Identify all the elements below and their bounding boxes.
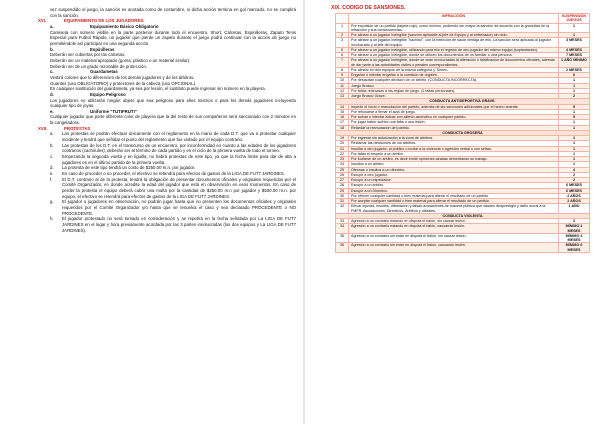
row-number: 32 <box>336 204 349 214</box>
list-item <box>38 177 296 200</box>
paragraph-text: En cualquier sustitución del guardameta, ya sea por lesión, el sustituto puede ingresar sin número en la playera. <box>50 86 266 92</box>
paragraph-text: Los jugadores no utilizarán ningún objeto que sea peligroso para ellos mismos o para los demás jugadores incluyendo cualquier tipo de joyas. <box>50 97 296 109</box>
row-infraction: Por alinear a un jugador inelegible "cachirul", con la intención de sacar ventaja de ello. La sanción será aplicada al jugador involucrado y al jefe del equipo. <box>349 38 559 48</box>
row-suspension: 2 MESES <box>559 67 590 72</box>
paragraph-text: Cualquier jugador que porte diferente color de playera que la del resto de sus compañeros será sancionado con 2 minutos en la congeladora. <box>50 114 296 126</box>
row-number: 24 <box>336 162 349 167</box>
item-letter: c. <box>50 69 54 75</box>
row-suspension: 6 <box>559 73 590 78</box>
row-infraction: Por alinear a un jugador inelegible (sanción aplicable al jefe de Equipo y al entrenador) sin dolo. <box>349 33 559 38</box>
row-infraction: Insultos a un árbitro. <box>349 162 559 167</box>
row-suspension: 4 MESES <box>559 47 590 52</box>
sanctions-title: XIX. CODIGO DE SANSIONES. <box>331 5 406 11</box>
item-text: Las protestas de los D.T. en el transcurso de un encuentro, por inconformidad en cuanto a las edades de los jugadores contrarios (cachirules), deberán ser al término de cada partido y en el ciclo de la primera vuelta de todo el torneo. <box>62 142 296 154</box>
band-label: CONDUCTA VIOLENTA <box>336 213 590 218</box>
row-number: 28 <box>336 183 349 188</box>
row-number: 16 <box>336 115 349 120</box>
section-title: PROTESTAS <box>64 125 91 131</box>
row-number: 5 <box>336 47 349 52</box>
band-label: CONDUCTA GROSERA <box>336 130 590 135</box>
row-infraction: Por alinear a un jugador inelegible, donde se vean involucradas la alteración o falsificación de documentos oficiales, además de dar parte a las autoridades civiles o penales correspondientes. <box>349 58 559 68</box>
row-infraction: Por alinear en dos equipos de la misma categoría y Torneo. <box>349 67 559 72</box>
list-item <box>38 131 296 142</box>
row-number: 6 <box>336 53 349 58</box>
row-suspension: 2 <box>559 94 590 99</box>
row-suspension: 1 <box>559 109 590 114</box>
row-suspension: 1 <box>559 78 590 83</box>
item-letter: b. <box>50 46 54 52</box>
subsection-title: Guardametas <box>90 69 118 75</box>
row-infraction: Agresión a un contrario estando en disputa el balón, sin causar lesión. <box>349 219 559 224</box>
table-row <box>336 58 590 68</box>
row-infraction: Por alinear a un jugador inelegible, utilizando para ello el registro de otro jugador del mismo equipo (suplantación). <box>349 47 559 52</box>
rules-text-column <box>38 7 296 233</box>
item-letter: e. <box>50 108 54 114</box>
row-infraction: Por alinear a un jugador inelegible, donde se utilicen los documentos de un familiar u otra persona. <box>349 53 559 58</box>
row-suspension: 1 <box>559 125 590 130</box>
list-item <box>38 154 296 165</box>
row-number: 30 <box>336 193 349 198</box>
paragraph-text: Camiseta con número visible en la parte posterior durante todo el encuentro. Short, Calcetas, Espinilleras, Zapato Tenis Especial para Futbol Rápido, un jugador que pierde un zapato durante el juego podrá continuar con la acción de juego no permitiéndole así participar en una segunda acción. <box>50 29 296 46</box>
row-infraction: Por jugar haber sufrido una falta o una lesión. <box>349 120 559 125</box>
row-number: 27 <box>336 178 349 183</box>
row-infraction: Impedir el inicio o reanudación del partido, además de las sanciones adicionales que el hecho amerite. <box>349 104 559 109</box>
paragraph-text: Deberán ser un material apropiado (goma, plástico o un material similar). <box>50 57 191 63</box>
paragraph-text: Guantes (uso OBLIGATORIO) y protectores de la cabeza (uso OPCIONAL). <box>50 80 197 86</box>
row-suspension: 2 AÑOS <box>559 199 590 204</box>
row-infraction: Escupir a un espectador. <box>349 178 559 183</box>
row-suspension: MÍNIMO 4 MESES <box>559 233 590 243</box>
item-letter: h. <box>50 216 54 222</box>
row-infraction: Escupir a un árbitro. <box>349 183 559 188</box>
subsection-title: Equipo Peligroso <box>90 91 126 97</box>
row-number: 33 <box>336 219 349 224</box>
row-infraction: Por burlarse de un árbitro, es decir emitir opiniones airadas demeritando su trabajo. <box>349 157 559 162</box>
row-suspension: 1 <box>559 146 590 151</box>
paragraph-text: vez suspendido el juego, la sanción es anotada como de costumbre, si dicha acción termina en gol marcado, no se cumplirá con la sanción. <box>50 7 296 18</box>
row-number: 22 <box>336 151 349 156</box>
paragraph <box>38 7 296 18</box>
item-text: Las protestas se podrán efectuar únicamente con el reglamento en la mano de cada D.T. que va a protestar cualquier incidente y tendrá que señalar el punto del reglamento que fue violado por el equipo contrario. <box>62 131 296 143</box>
table-row <box>336 243 590 253</box>
row-infraction: Retardar la reanudación del partido. <box>349 125 559 130</box>
row-suspension: 1 <box>559 33 590 38</box>
row-suspension: 1 <box>559 157 590 162</box>
row-suspension: 1 <box>559 23 590 33</box>
row-suspension: 7 MESES <box>559 53 590 58</box>
row-number: 17 <box>336 120 349 125</box>
row-infraction: Engañar o intentar engañar a la comisión de registro. <box>349 73 559 78</box>
subsection-title: Equipamiento Básico Obligatorio <box>90 23 159 29</box>
row-infraction: Ofensas o insultos a un directivo. <box>349 167 559 172</box>
header-infraction: INFRACCIÓN <box>349 14 559 24</box>
row-number: 12 <box>336 88 349 93</box>
row-infraction: Por desacatar cualquier decisión de un árbitro. (CONDUCTA INCORRECTA). <box>349 78 559 83</box>
row-suspension: 1 AÑO MÍNIMO <box>559 58 590 68</box>
item-text: La protesta de este tipo tendrá un costo de $250.00 m.n. por jugador. <box>62 165 196 171</box>
row-infraction: Reclamar las decisiones de los árbitros. <box>349 141 559 146</box>
row-infraction: Escupir a un Directivo. <box>349 188 559 193</box>
item-text: El D.T. contrario al de la protesta, tendrá la obligación de presentar documentos oficiales y originales requeridos por el Comité Organizador, en donde acredite la edad del jugador que está en observación en esos momentos. En caso de perder la protesta el equipo deberá cubrir una multa por la cantidad de $250.00 m.n por jugador y $500.00 m.n. por equipo, el efectivo se retendrá para efectos de gastos de la LIGA DE FUT7 JARDINES. <box>62 176 296 199</box>
row-number: 13 <box>336 94 349 99</box>
row-number: 36 <box>336 243 349 253</box>
table-row <box>336 38 590 48</box>
item-letter: a. <box>50 131 54 137</box>
row-number: 8 <box>336 67 349 72</box>
list-item <box>38 216 296 233</box>
row-number: 19 <box>336 136 349 141</box>
row-infraction: Agresión a un contrario estando en disputa el balón, causando lesión. <box>349 224 559 234</box>
row-suspension: 1 AÑO <box>559 204 590 214</box>
row-number: 21 <box>336 146 349 151</box>
row-suspension: MÍNIMO 6 MESES <box>559 243 590 253</box>
paragraph <box>38 30 296 47</box>
sanctions-table <box>335 13 590 253</box>
row-infraction: Por aceptar cualquier cantidad o bien material para alterar el resultado de un partido. <box>349 199 559 204</box>
row-infraction: Por expulsión de un partido (tarjeta roja), como mínimo, pudiendo ser mayor la sanción de acuerdo con la gravedad de la infracción y sus consecuencias. <box>349 23 559 33</box>
row-number: 10 <box>336 78 349 83</box>
row-number: 23 <box>336 157 349 162</box>
row-number: 26 <box>336 172 349 177</box>
row-number: 25 <box>336 167 349 172</box>
row-number: 35 <box>336 233 349 243</box>
row-suspension: 1 <box>559 162 590 167</box>
row-infraction: Elevar injurias, insultos, difamación y falsas acusaciones de manera pública que causen desprestigio y daño moral a la FMFR, Asociaciones, Directivos, Árbitros y oficiales. <box>349 204 559 214</box>
header-number <box>336 14 349 24</box>
subsection-title: Uniforme "TUTIFRUTI" <box>90 108 137 114</box>
row-suspension: 1 <box>559 141 590 146</box>
sanctions-table-body <box>336 23 590 252</box>
row-suspension: 1 <box>559 83 590 88</box>
row-suspension: 5 <box>559 104 590 109</box>
section-title: EQUIPAMIENTO DE LOS JUGADORES. <box>64 18 145 24</box>
item-text: El jugador o jugadores en observación, no podrán jugar hasta que no presenten los documentos oficiales y originales requeridos por el Comité Organizador y/o hasta que se resuelva el caso y sea declarado PROCEDENTE o NO PROCEDENTE. <box>62 199 296 216</box>
row-suspension: 4 <box>559 167 590 172</box>
paragraph <box>38 98 296 109</box>
paragraph-text: Deberán ser cubiertas por las calcetas. <box>50 52 126 58</box>
row-suspension: MÍNIMO 2 MESES <box>559 224 590 234</box>
row-infraction: Agresión a un contrario sin estar en disputa el balón, sin causar lesión. <box>349 233 559 243</box>
band-label: CONDUCTA ANTIDEPORTIVA GRAVE. <box>336 99 590 104</box>
row-number: 29 <box>336 188 349 193</box>
row-suspension: 6 MESES <box>559 188 590 193</box>
row-suspension: 1 <box>559 88 590 93</box>
row-infraction: Por ingresar sin autorización a la zona de árbitros. <box>349 136 559 141</box>
row-infraction: Por faltar el respeto a un árbitro. <box>349 151 559 156</box>
row-number: 18 <box>336 125 349 130</box>
row-number: 15 <box>336 109 349 114</box>
table-row <box>336 224 590 234</box>
row-suspension: 1 <box>559 151 590 156</box>
row-number: 11 <box>336 83 349 88</box>
table-header-row <box>336 14 590 24</box>
row-number: 2 <box>336 33 349 38</box>
subsection-title: Espinilleras <box>90 46 115 52</box>
row-number: 14 <box>336 104 349 109</box>
row-suspension: 2 <box>559 178 590 183</box>
item-letter: d. <box>50 165 54 171</box>
paragraph-text: Deberán ser de un grado razonable de protección. <box>50 63 148 69</box>
row-number: 34 <box>336 224 349 234</box>
row-suspension: 1 <box>559 120 590 125</box>
table-row <box>336 23 590 33</box>
row-infraction: Por faltas reiteradas a las reglas de juego. (5 faltas personales). <box>349 88 559 93</box>
row-infraction: Escupir a otro jugador. <box>349 172 559 177</box>
row-suspension: 3 <box>559 219 590 224</box>
table-row <box>336 233 590 243</box>
list-item <box>38 143 296 154</box>
row-number: 20 <box>336 141 349 146</box>
row-number: 1 <box>336 23 349 33</box>
section-number: XVI. <box>38 18 47 24</box>
table-row <box>336 204 590 214</box>
row-infraction: Por rehusarse a firmar el acta de juego. <box>349 109 559 114</box>
row-infraction: Insultar a otro jugador, al público o incitar a la violencia o agresión verbal o con señas. <box>349 146 559 151</box>
row-infraction: Juego Brusco. <box>349 83 559 88</box>
item-letter: e. <box>50 171 54 177</box>
item-letter: g. <box>50 199 54 205</box>
row-suspension: 5 <box>559 115 590 120</box>
right-page <box>305 0 600 424</box>
row-suspension: 6 MESES <box>559 183 590 188</box>
item-text: El jugador protestado no será tomado en consideración y se repetirá en la fecha señalada por La LIGA DE FUT7 JARDINES en el lugar y hora previamente acordada por las 3 partes involucradas (los dos equipos y La LIGA DE FUT7 JARDINES). <box>62 216 296 233</box>
item-text: Empezando la segunda vuelta y en liguilla, no habrá protestas de este tipo, ya que la fecha límite para dar de alta a jugadores es en el último partido de la primera vuelta. <box>62 154 296 165</box>
item-letter: c. <box>50 154 54 160</box>
paragraph-text: Vestirá colores que lo diferencien de los demás jugadores y de los árbitros. <box>50 74 195 80</box>
row-infraction: Juego Brusco Grave. <box>349 94 559 99</box>
row-infraction: Por actuar o intentar actuar con aliento alcohólico en cualquier partido. <box>349 115 559 120</box>
row-suspension: 2 AÑOS <box>559 193 590 198</box>
header-suspension: SUSPENSIÓN JUEGOS <box>559 14 590 24</box>
row-number: 9 <box>336 73 349 78</box>
section-number: XVII. <box>38 125 48 131</box>
row-infraction: Agresión a un contrario sin estar en disputa el balón, causando lesión. <box>349 243 559 253</box>
row-number: 3 <box>336 38 349 48</box>
row-number: 7 <box>336 58 349 68</box>
row-suspension: 2 <box>559 172 590 177</box>
paragraph <box>38 114 296 125</box>
item-letter: d. <box>50 91 54 97</box>
list-item <box>38 199 296 216</box>
item-text: En caso de proceder o no proceder, el efectivo se retendrá para efectos de gastos de la LIGA DE FUT7 JARDINES. <box>62 171 285 177</box>
row-number: 31 <box>336 199 349 204</box>
row-infraction: Por ofrecer cualquier cantidad o bien material para alterar el resultado de un partido. <box>349 193 559 198</box>
item-letter: f. <box>50 176 53 182</box>
item-letter: a. <box>50 23 54 29</box>
row-suspension: 1 <box>559 136 590 141</box>
item-letter: b. <box>50 142 54 148</box>
row-suspension: 3 MESES <box>559 38 590 48</box>
